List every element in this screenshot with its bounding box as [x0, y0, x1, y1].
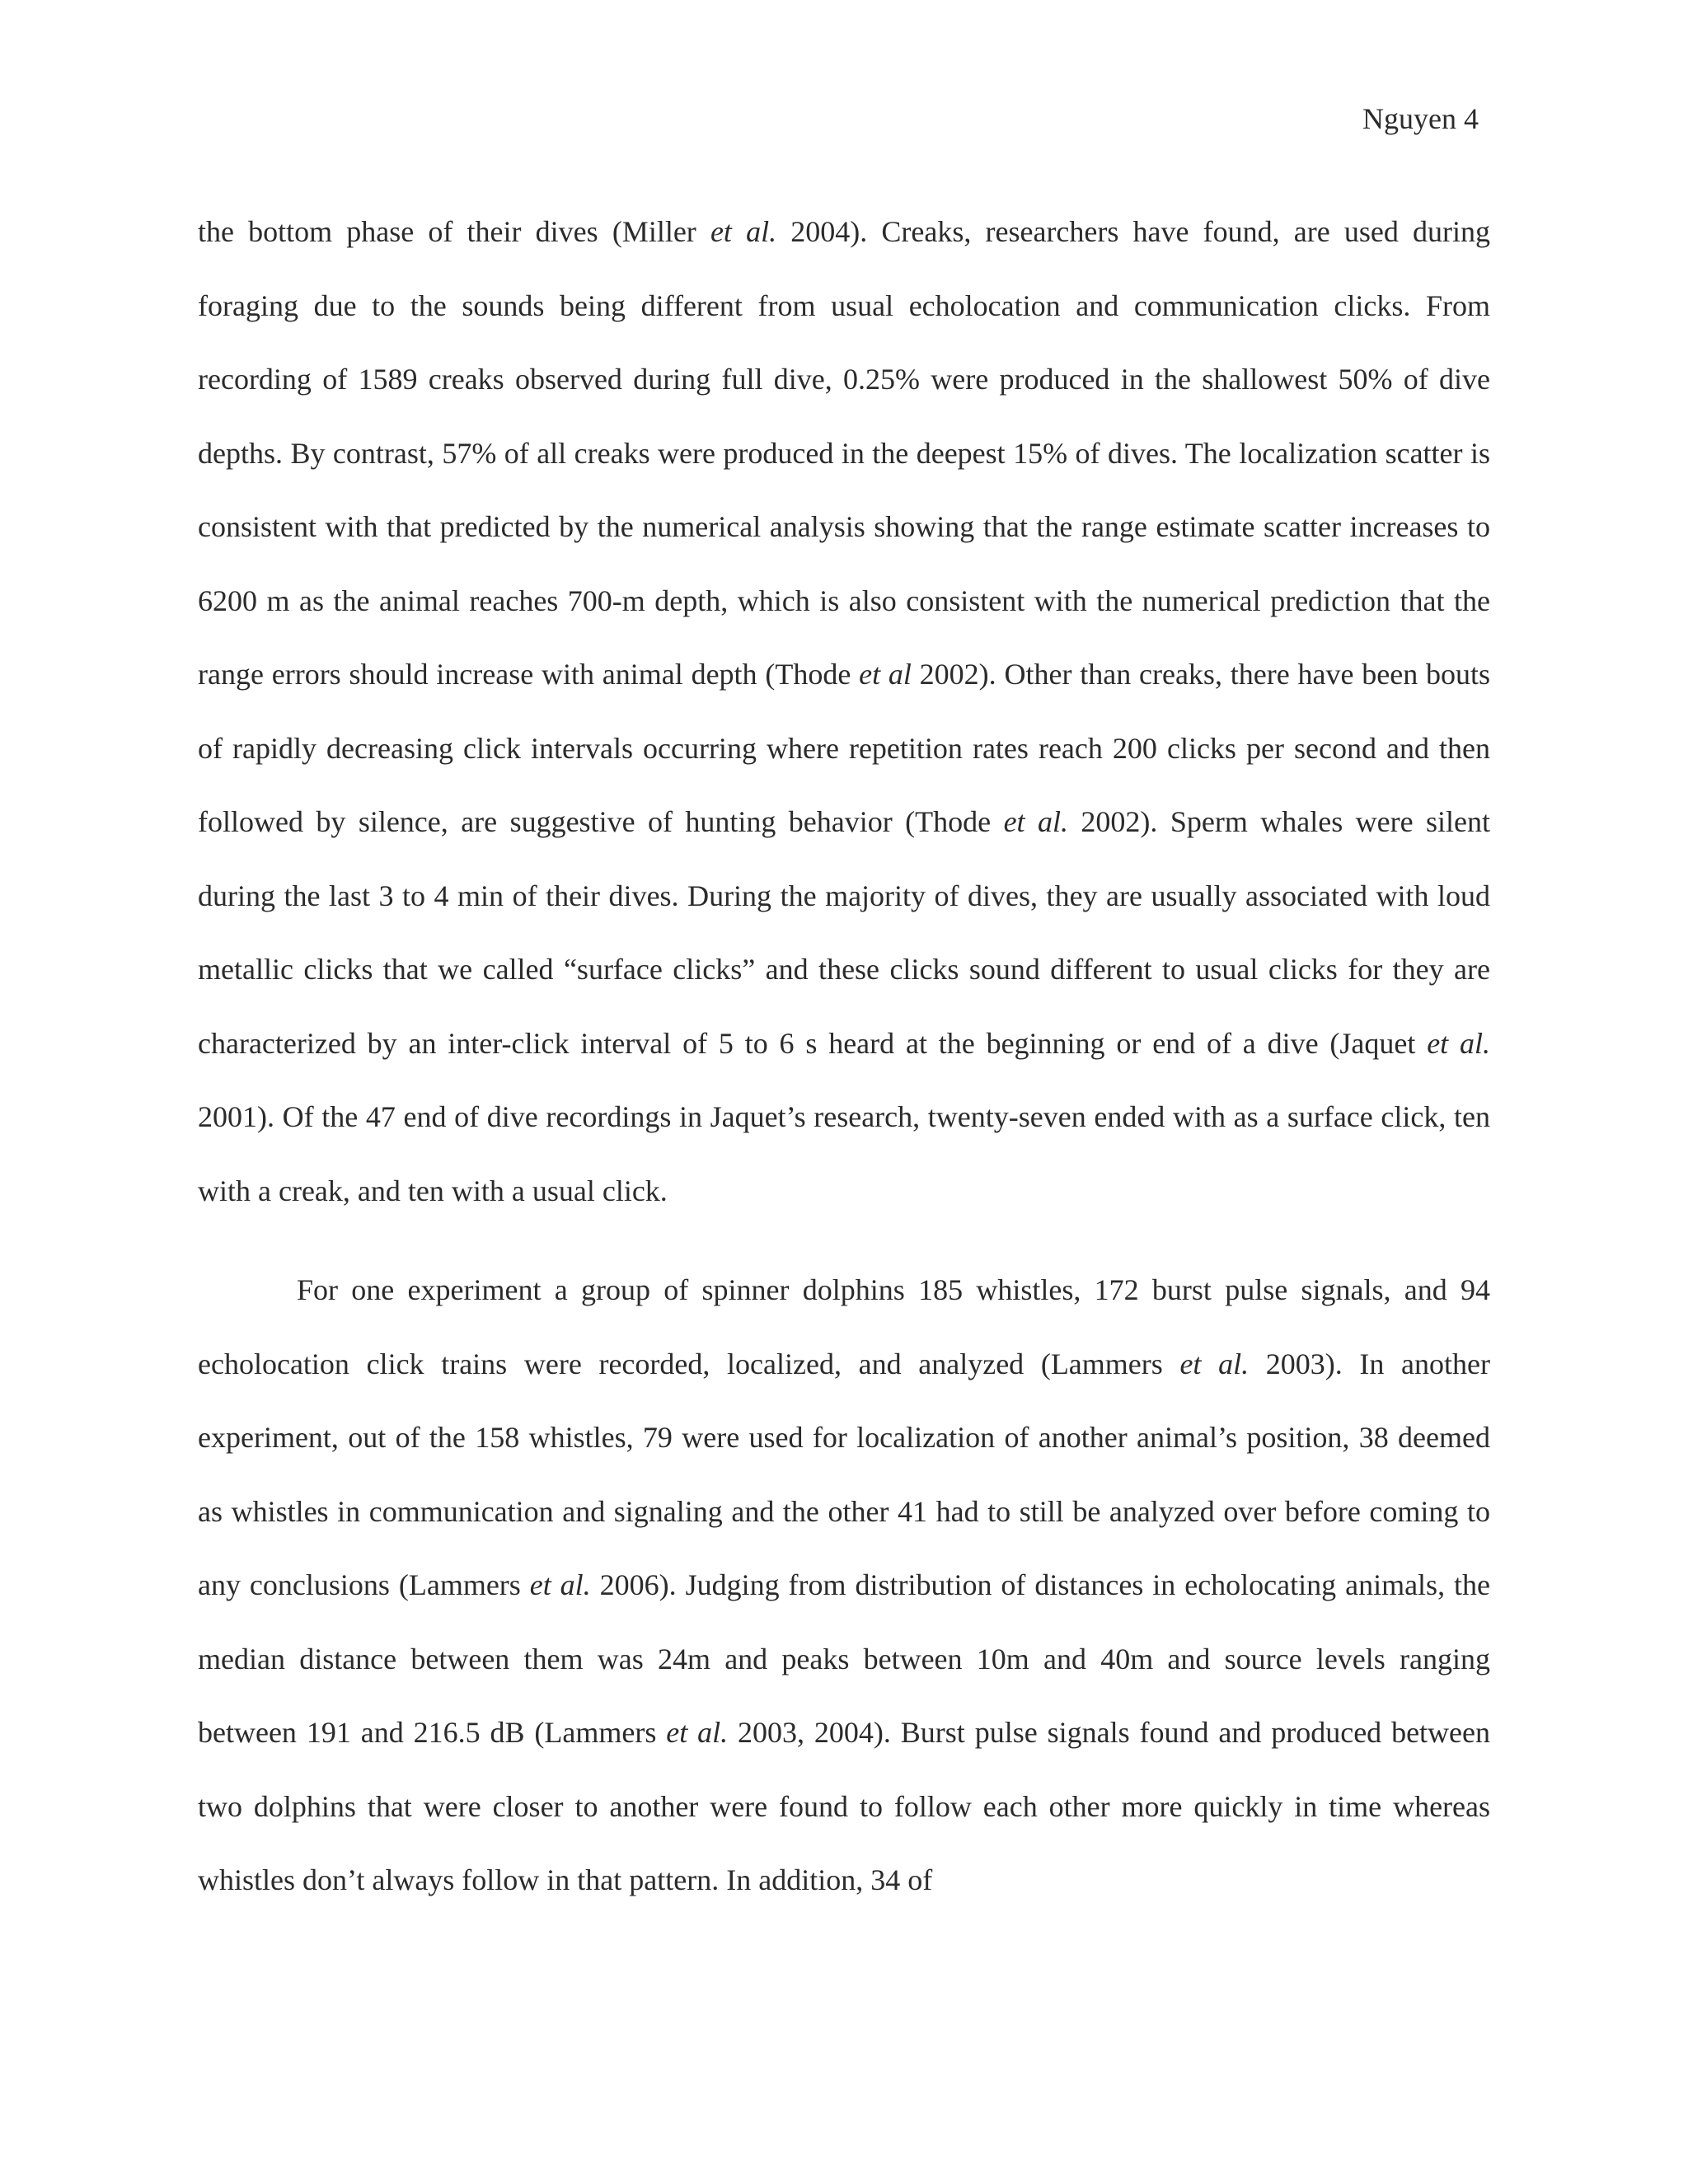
- citation-et-al: et al.: [1427, 1026, 1491, 1060]
- citation-et-al: et al.: [1179, 1347, 1250, 1380]
- running-head: Nguyen 4: [1362, 102, 1479, 135]
- paragraph-sperm-whale-clicks: [198, 195, 1490, 1228]
- text-segment: 2002). Sperm whales were silent during the last 3 to 4 min of their dives. During the majority of dives, they are usually associated with loud metallic clicks that we called “surface clicks” and these clicks sound different to usual clicks for they are characterized by an inter-click interval of 5 to 6 s heard at the beginning or end of a dive (Jaquet: [198, 805, 1491, 1060]
- text-segment: 2003). In another experiment, out of the 158 whistles, 79 were used for localization of another animal’s position, 38 deemed as whistles in communication and signaling and the other 41 had to still be analyzed over before coming to any conclusions (Lammers: [198, 1347, 1491, 1601]
- text-segment: 2004). Creaks, researchers have found, are used during foraging due to the sounds being different from usual echolocation and communication clicks. From recording of 1589 creaks observed during full dive, 0.25% were produced in the shallowest 50% of dive depths. By contrast, 57% of all creaks were produced in the deepest 15% of dives. The localization scatter is consistent with that predicted by the numerical analysis showing that the range estimate scatter increases to 6200 m as the animal reaches 700-m depth, which is also consistent with the numerical prediction that the range errors should increase with animal depth (Thode: [198, 215, 1491, 691]
- document-body: [198, 195, 1490, 1918]
- text-segment: 2006). Judging from distribution of distances in echolocating animals, the median distance between them was 24m and peaks between 10m and 40m and source levels ranging between 191 and 216.5 dB (Lammers: [198, 1568, 1490, 1749]
- text-segment: the bottom phase of their dives (Miller: [198, 215, 710, 248]
- text-segment: For one experiment a group of spinner dolphins 185 whistles, 172 burst pulse signals, and 94 echolocation click trains were recorded, localized, and analyzed (Lammers: [198, 1273, 1490, 1380]
- text-segment: 2001). Of the 47 end of dive recordings in Jaquet’s research, twenty-seven ended with as a surface click, ten with a creak, and ten with a usual click.: [198, 1100, 1490, 1207]
- citation-et-al: et al: [859, 658, 912, 691]
- text-segment: 2002). Other than creaks, there have been bouts of rapidly decreasing click intervals occurring where repetition rates reach 200 clicks per second and then followed by silence, are suggestive of hunting behavior (Thode: [198, 658, 1491, 838]
- text-segment: 2003, 2004). Burst pulse signals found and produced between two dolphins that were closer to another were found to follow each other more quickly in time whereas whistles don’t always follow in that pattern. In addition, 34 of: [198, 1716, 1491, 1896]
- citation-et-al: et al.: [1003, 805, 1068, 838]
- citation-et-al: et al.: [710, 215, 777, 248]
- paragraph-spinner-dolphins: [198, 1254, 1490, 1918]
- citation-et-al: et al.: [666, 1716, 729, 1749]
- citation-et-al: et al.: [529, 1568, 591, 1601]
